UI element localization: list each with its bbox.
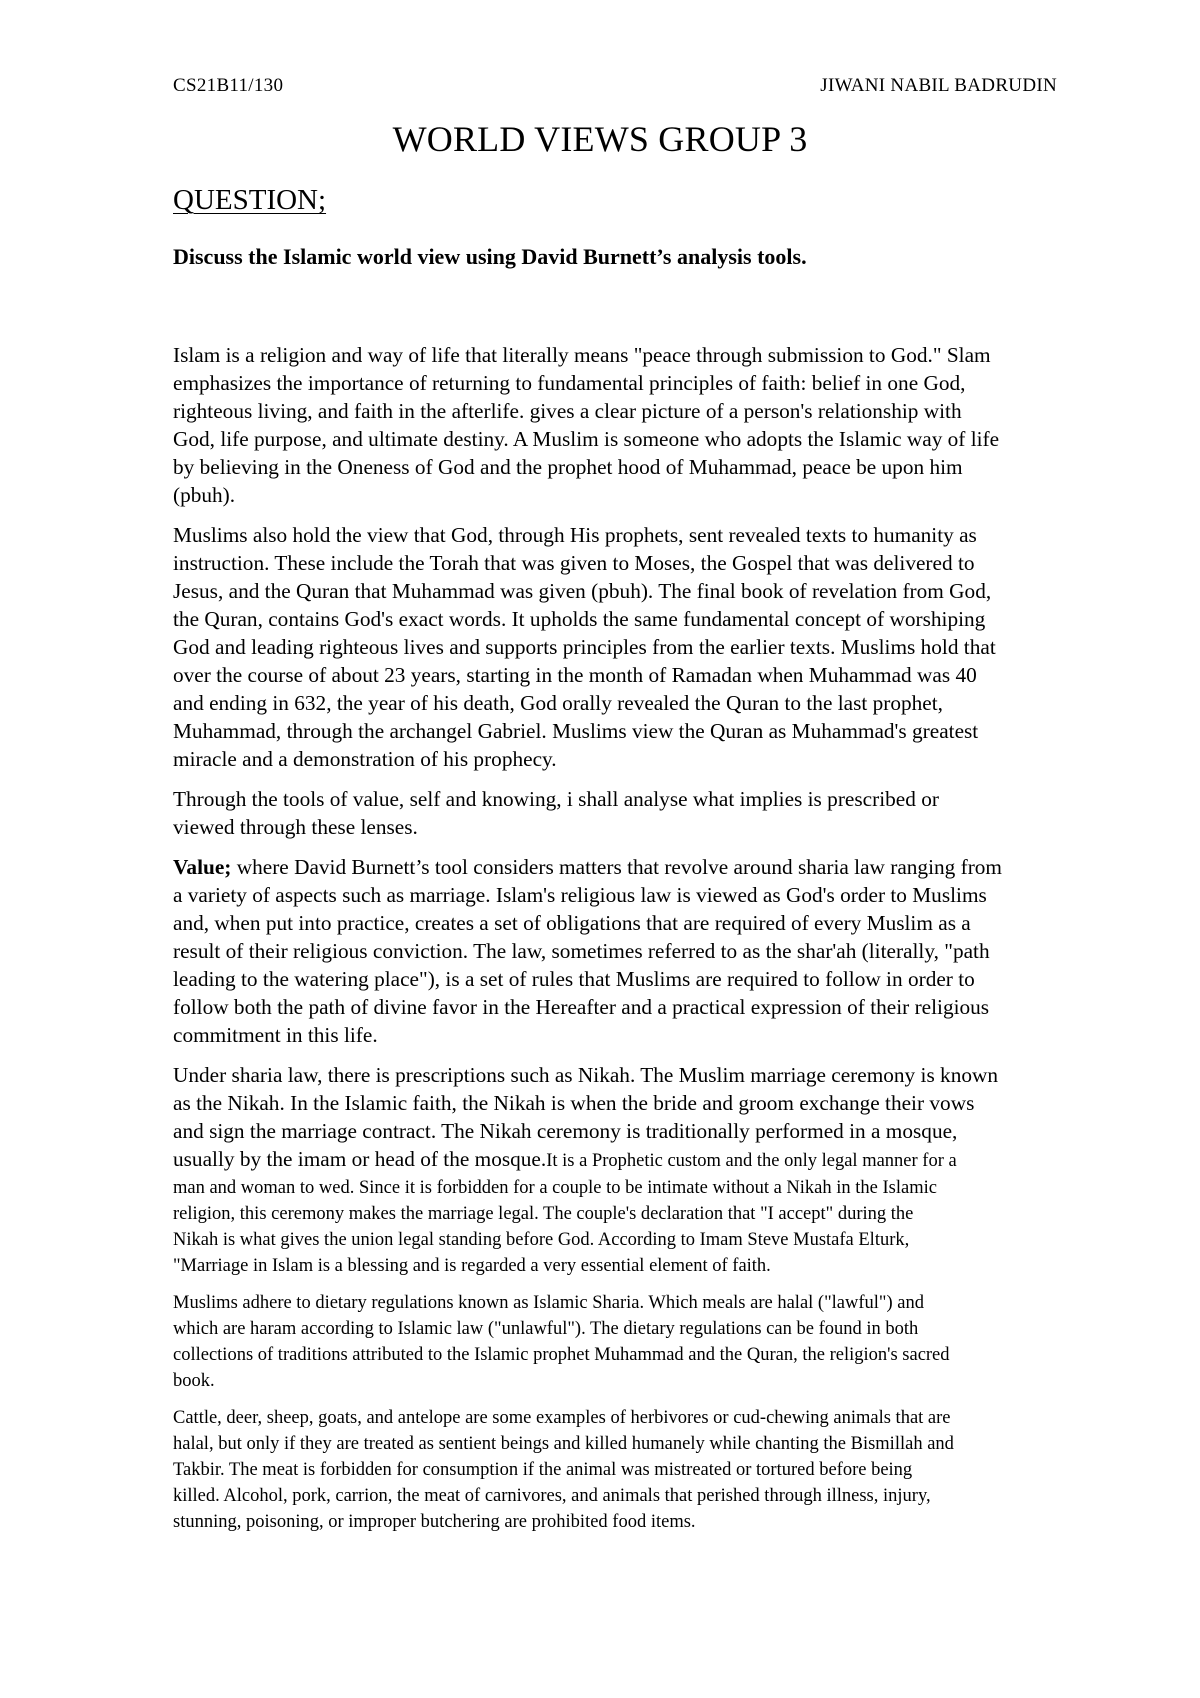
text-line: Jesus, and the Quran that Muhammad was given (pbuh). The final book of revelation from God, [173,579,992,603]
text-line: follow both the path of divine favor in the Hereafter and a practical expression of their religious [173,995,990,1019]
paragraph-halal-animals [173,1405,1133,1535]
paragraph-tools [173,785,1133,841]
text-line: and, when put into practice, creates a set of obligations that are required of every Muslim as a [173,911,971,935]
text-line: God, life purpose, and ultimate destiny. A Muslim is someone who adopts the Islamic way of life [173,427,1000,451]
paragraph-intro [173,341,1133,509]
document-title: WORLD VIEWS GROUP 3 [392,119,808,159]
text-line: and ending in 632, the year of his death, God orally revealed the Quran to the last prophet, [173,691,944,715]
text-line: Muhammad, through the archangel Gabriel. Muslims view the Quran as Muhammad's greatest [173,719,979,743]
text-line: "Marriage in Islam is a blessing and is regarded a very essential element of faith. [173,1256,771,1276]
text-line: as the Nikah. In the Islamic faith, the Nikah is when the bride and groom exchange their vows [173,1091,975,1115]
text-line: stunning, poisoning, or improper butchering are prohibited food items. [173,1512,696,1532]
paragraph-revealed-texts [173,521,1133,773]
paragraph-value [173,853,1133,1049]
text-line: religion, this ceremony makes the marriage legal. The couple's declaration that "I accept" during the [173,1204,914,1224]
text-line: Through the tools of value, self and knowing, i shall analyse what implies is prescribed or [173,787,939,811]
text-line: emphasizes the importance of returning to fundamental principles of faith: belief in one God, [173,371,966,395]
text-line-small: It is a Prophetic custom and the only legal manner for a [546,1151,957,1171]
text-line: man and woman to wed. Since it is forbidden for a couple to be intimate without a Nikah in the Islamic [173,1178,937,1198]
text-line: by believing in the Oneness of God and the prophet hood of Muhammad, peace be upon him [173,455,963,479]
header-author-name: JIWANI NABIL BADRUDIN [820,75,1057,96]
text-line: Muslims adhere to dietary regulations known as Islamic Sharia. Which meals are halal ("lawful") and [173,1293,924,1313]
text-line: miracle and a demonstration of his prophecy. [173,747,557,771]
text-line: (pbuh). [173,483,236,507]
text-line: collections of traditions attributed to the Islamic prophet Muhammad and the Quran, the religion's sacred [173,1345,950,1365]
text-line: righteous living, and faith in the afterlife. gives a clear picture of a person's relationship with [173,399,962,423]
text-line: book. [173,1371,215,1391]
text-line: leading to the watering place"), is a set of rules that Muslims are required to follow in order to [173,967,975,991]
question-heading: QUESTION; [173,184,327,216]
text-line: Islam is a religion and way of life that literally means "peace through submission to God." Slam [173,343,991,367]
text-line: instruction. These include the Torah that was given to Moses, the Gospel that was delivered to [173,551,975,575]
paragraph-nikah-continued [173,1175,1133,1279]
text-line: Muslims also hold the view that God, through His prophets, sent revealed texts to humanity as [173,523,977,547]
text-line: viewed through these lenses. [173,815,418,839]
text-line: halal, but only if they are treated as sentient beings and killed humanely while chanting the Bismillah and [173,1434,954,1454]
text-line: killed. Alcohol, pork, carrion, the meat of carnivores, and animals that perished through illness, injury, [173,1486,931,1506]
text-line: Takbir. The meat is forbidden for consumption if the animal was mistreated or tortured before being [173,1460,913,1480]
paragraph-nikah [173,1061,1133,1175]
text-line: Cattle, deer, sheep, goats, and antelope are some examples of herbivores or cud-chewing animals that are [173,1408,951,1428]
text-line: where David Burnett’s tool considers matters that revolve around sharia law ranging from [231,855,1002,879]
text-line: commitment in this life. [173,1023,378,1047]
paragraph-dietary [173,1290,1133,1394]
document-body [173,341,1133,1535]
text-line: God and leading righteous lives and supports principles from the earlier texts. Muslims hold that [173,635,996,659]
text-line: the Quran, contains God's exact words. It upholds the same fundamental concept of worshiping [173,607,986,631]
text-line: a variety of aspects such as marriage. Islam's religious law is viewed as God's order to Muslims [173,883,987,907]
text-line: and sign the marriage contract. The Nikah ceremony is traditionally performed in a mosque, [173,1119,958,1143]
text-line: over the course of about 23 years, starting in the month of Ramadan when Muhammad was 40 [173,663,977,687]
header-course-code: CS21B11/130 [173,75,284,96]
text-line: result of their religious conviction. The law, sometimes referred to as the shar'ah (literally, "path [173,939,990,963]
text-line: Nikah is what gives the union legal standing before God. According to Imam Steve Mustafa Elturk, [173,1230,910,1250]
text-line: which are haram according to Islamic law ("unlawful"). The dietary regulations can be found in both [173,1319,919,1339]
text-line: usually by the imam or head of the mosque. [173,1147,547,1171]
value-lead-term: Value; [173,855,232,879]
question-text: Discuss the Islamic world view using David Burnett’s analysis tools. [173,244,807,269]
text-line: Under sharia law, there is prescriptions such as Nikah. The Muslim marriage ceremony is known [173,1063,999,1087]
